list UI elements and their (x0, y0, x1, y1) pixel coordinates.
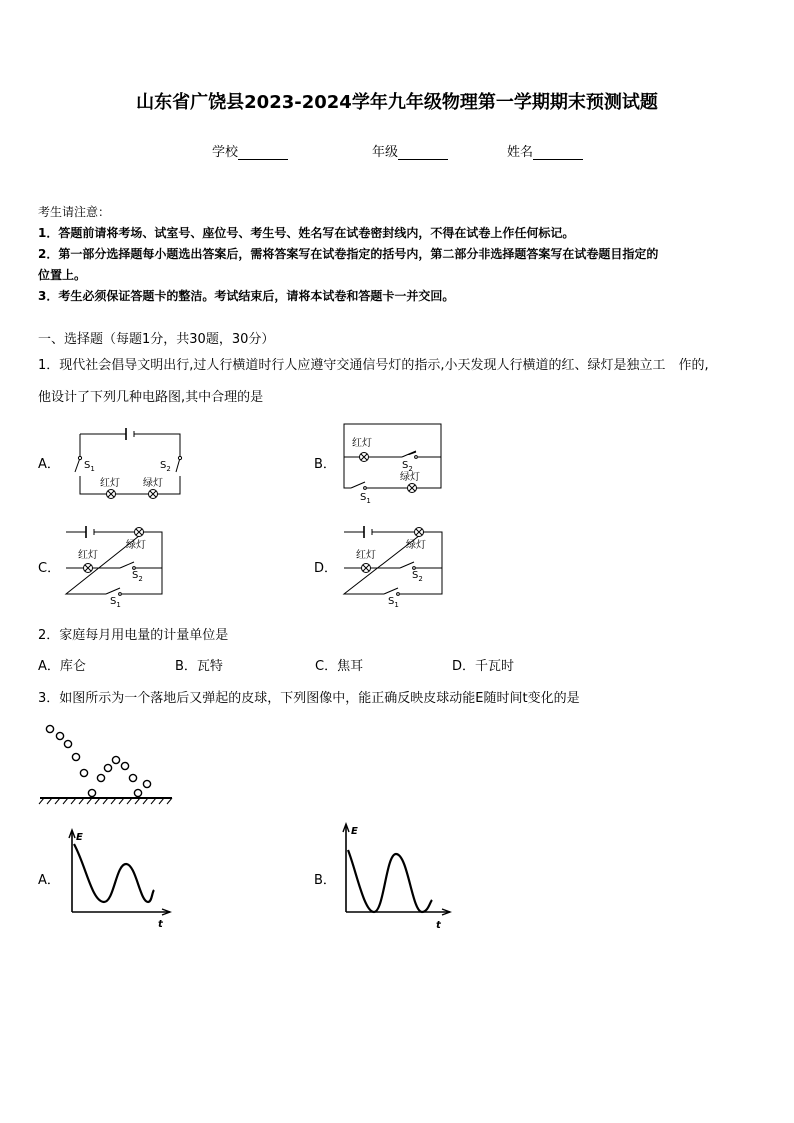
switch-s2-label: $S_2$ (402, 460, 413, 473)
q3-graph-a (64, 826, 176, 930)
section-heading: 一、选择题（每题1分，共30题，30分） (38, 332, 275, 347)
q1-text-line2: 他设计了下列几种电路图,其中合理的是 (38, 390, 264, 405)
switch-s2-label: $S_2$ (160, 460, 171, 473)
note-item: 位置上。 (38, 268, 87, 282)
q2-text: 2．家庭每月用电量的计量单位是 (38, 628, 229, 643)
q2-option-c: C．焦耳 (315, 659, 364, 674)
note-item: 1．答题前请将考场、试室号、座位号、考生号、姓名写在试卷密封线内，不得在试卷上作任何标记。 (38, 226, 575, 240)
q3-option-a-label: A． (38, 873, 60, 888)
grade-field (372, 141, 448, 160)
q3-text: 3．如图所示为一个落地后又弹起的皮球，下列图像中，能正确反映皮球动能E随时间t变化的是 (38, 691, 580, 706)
circuit-a-diagram (70, 424, 190, 500)
red-light-label: 红灯 (352, 438, 372, 449)
q2-option-b: B．瓦特 (175, 659, 223, 674)
green-light-label: 绿灯 (400, 472, 420, 483)
axis-t-label: t (158, 919, 163, 930)
circuit-d-diagram (340, 524, 446, 608)
grade-label: 年级 (372, 145, 399, 160)
axis-e-label: E (351, 826, 358, 837)
page-title: 山东省广饶县2023-2024学年九年级物理第一学期期末预测试题 (136, 92, 658, 113)
switch-s1-label: $S_1$ (388, 596, 399, 608)
red-light-label: 红灯 (356, 550, 376, 561)
switch-s2-label: $S_2$ (132, 570, 143, 583)
q1-text-line1: 1．现代社会倡导文明出行,过人行横道时行人应遵守交通信号灯的指示,小天发现人行横道的红、绿灯是独立工 作的, (38, 358, 709, 373)
red-light-label: 红灯 (100, 478, 120, 489)
school-label: 学校 (212, 145, 239, 160)
exam-notes (38, 202, 658, 307)
switch-s1-label: $S_1$ (84, 460, 95, 473)
q2-option-a: A．库仑 (38, 659, 86, 674)
school-field (212, 141, 288, 160)
school-blank (238, 146, 288, 160)
note-item: 3．考生必须保证答题卡的整洁。考试结束后，请将本试卷和答题卡一并交回。 (38, 289, 455, 303)
notes-heading: 考生请注意： (38, 205, 111, 219)
bouncing-ball-figure (36, 716, 176, 806)
name-blank (533, 146, 583, 160)
q3-graph-b (338, 820, 458, 932)
q2-option-d: D．千瓦时 (452, 659, 515, 674)
circuit-c-diagram (62, 524, 166, 608)
axis-e-label: E (76, 832, 83, 843)
green-light-label: 绿灯 (126, 540, 146, 551)
name-field (507, 141, 583, 160)
q1-option-a-label: A． (38, 457, 60, 472)
green-light-label: 绿灯 (406, 540, 426, 551)
circuit-b-diagram (340, 420, 445, 504)
red-light-label: 红灯 (78, 550, 98, 561)
q1-option-d-label: D． (314, 561, 338, 576)
switch-s2-label: $S_2$ (412, 570, 423, 583)
q1-option-c-label: C． (38, 561, 61, 576)
switch-s1-label: $S_1$ (360, 492, 371, 504)
axis-t-label: t (436, 920, 441, 931)
switch-s1-label: $S_1$ (110, 596, 121, 608)
q3-option-b-label: B． (314, 873, 336, 888)
grade-blank (398, 146, 448, 160)
note-item: 2．第一部分选择题每小题选出答案后，需将答案写在试卷指定的括号内，第二部分非选择题答案写在试卷题目指定的 (38, 247, 659, 261)
green-light-label: 绿灯 (143, 478, 163, 489)
name-label: 姓名 (507, 145, 534, 160)
q1-option-b-label: B． (314, 457, 336, 472)
